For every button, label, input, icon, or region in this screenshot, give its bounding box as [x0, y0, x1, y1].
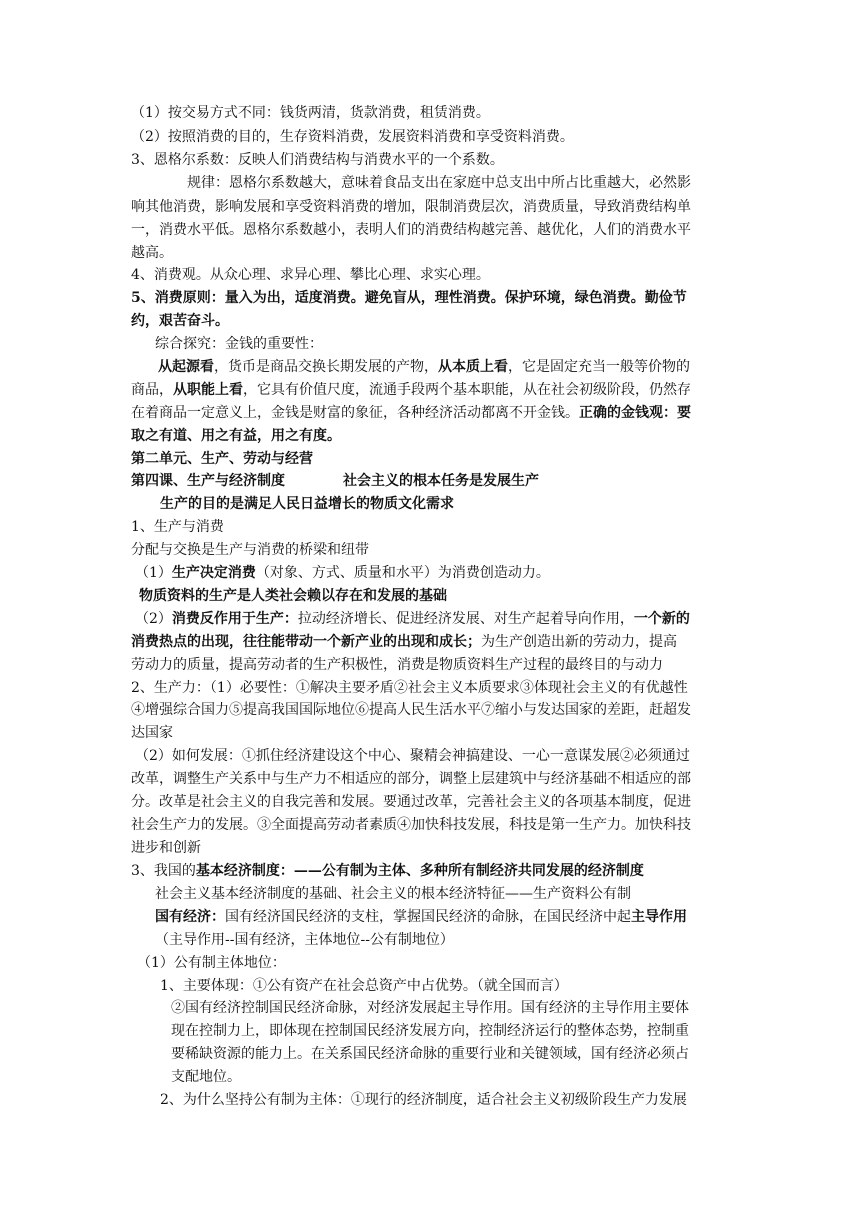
text-line: 劳动力的质量，提高劳动者的生产积极性，消费是物质资料生产过程的最终目的与动力: [131, 657, 663, 673]
text-line: （2）按照消费的目的，生存资料消费，发展资料消费和享受资料消费。: [131, 129, 574, 145]
text-line: 越高。: [131, 245, 173, 261]
text-line: 消费热点的出现，往往能带动一个新产业的出现和成长；为生产创造出新的劳动力，提高: [131, 634, 677, 650]
text-line: 2、生产力：（1）必要性：①解决主要矛盾②社会主义本质要求③体现社会主义的有优越性: [131, 680, 688, 696]
text-line: 社会主义基本经济制度的基础、社会主义的根本经济特征——生产资料公有制: [155, 886, 631, 902]
text-line: 综合探究：金钱的重要性：: [155, 336, 323, 352]
text-line: 社会生产力的发展。③全面提高劳动者素质④加快科技发展，科技是第一生产力。加快科技: [131, 817, 691, 833]
text-line: 3、我国的基本经济制度：——公有制为主体、多种所有制经济共同发展的经济制度: [131, 863, 644, 879]
text-line: 物质资料的生产是人类社会赖以存在和发展的基础: [139, 588, 447, 604]
text-line: 1、主要体现：①公有资产在社会总资产中占优势。（就全国而言）: [160, 978, 568, 994]
text-line: 改革，调整生产关系中与生产力不相适应的部分，调整上层建筑中与经济基础不相适应的部: [131, 771, 691, 787]
text-line: 规律：恩格尔系数越大，意味着食品支出在家庭中总支出中所占比重越大，必然影: [187, 175, 691, 191]
text-line: 达国家: [131, 725, 173, 741]
text-line: （2）消费反作用于生产：拉动经济增长、促进经济发展、对生产起着导向作用，一个新的: [135, 611, 690, 627]
text-line: 生产的目的是满足人民日益增长的物质文化需求: [160, 496, 454, 512]
text-line: 响其他消费，影响发展和享受资料消费的增加，限制消费层次，消费质量，导致消费结构单: [131, 199, 691, 215]
text-line: 取之有道、用之有益，用之有度。: [131, 428, 341, 444]
text-line: 5、消费原则：量入为出，适度消费。避免盲从，理性消费。保护环境，绿色消费。勤俭节: [131, 290, 687, 306]
text-line: 在着商品一定意义上，金钱是财富的象征，各种经济活动都离不开金钱。正确的金钱观：要: [131, 405, 691, 421]
text-line: （1）公有制主体地位：: [137, 955, 286, 971]
text-line: 约，艰苦奋斗。: [131, 313, 229, 329]
text-line: 从起源看，货币是商品交换长期发展的产物，从本质上看，它是固定充当一般等价物的: [158, 359, 690, 375]
text-line: 2、为什么坚持公有制为主体：①现行的经济制度，适合社会主义初级阶段生产力发展: [160, 1092, 687, 1108]
text-line: ④增强综合国力⑤提高我国国际地位⑥提高人民生活水平⑦缩小与发达国家的差距，赶超发: [131, 702, 691, 718]
text-line: 国有经济：国有经济国民经济的支柱，掌握国民经济的命脉，在国民经济中起主导作用: [155, 909, 687, 925]
text-line: 分。改革是社会主义的自我完善和发展。要通过改革，完善社会主义的各项基本制度，促进: [131, 794, 691, 810]
text-line: 4、消费观。从众心理、求异心理、攀比心理、求实心理。: [131, 267, 490, 283]
text-line: 3、恩格尔系数：反映人们消费结构与消费水平的一个系数。: [131, 152, 504, 168]
text-line: （1）生产决定消费（对象、方式、质量和水平）为消费创造动力。: [135, 565, 550, 581]
text-line: （1）按交易方式不同：钱货两清，货款消费，租赁消费。: [131, 105, 490, 121]
text-line: 商品，从职能上看，它具有价值尺度，流通手段两个基本职能，从在社会初级阶段，仍然存: [131, 382, 691, 398]
lesson-heading: 第四课、生产与经济制度 社会主义的根本任务是发展生产: [131, 473, 539, 489]
text-line: ②国有经济控制国民经济命脉，对经济发展起主导作用。国有经济的主导作用主要体: [171, 1000, 689, 1016]
text-line: 要稀缺资源的能力上。在关系国民经济命脉的重要行业和关键领域，国有经济必须占: [171, 1046, 689, 1062]
text-line: （2）如何发展：①抓住经济建设这个中心、聚精会神搞建设、一心一意谋发展②必须通过: [135, 748, 690, 764]
text-line: 支配地位。: [171, 1069, 241, 1085]
text-line: 进步和创新: [131, 840, 201, 856]
text-line: 1、生产与消费: [131, 519, 224, 535]
text-line: 分配与交换是生产与消费的桥梁和纽带: [131, 542, 369, 558]
text-line: 现在控制力上，即体现在控制国民经济发展方向，控制经济运行的整体态势，控制重: [171, 1023, 689, 1039]
text-line: 一，消费水平低。恩格尔系数越小，表明人们的消费结构越完善、越优化，人们的消费水平: [131, 222, 691, 238]
text-line: （主导作用--国有经济，主体地位--公有制地位）: [155, 932, 454, 948]
unit-heading: 第二单元、生产、劳动与经营: [131, 451, 313, 467]
